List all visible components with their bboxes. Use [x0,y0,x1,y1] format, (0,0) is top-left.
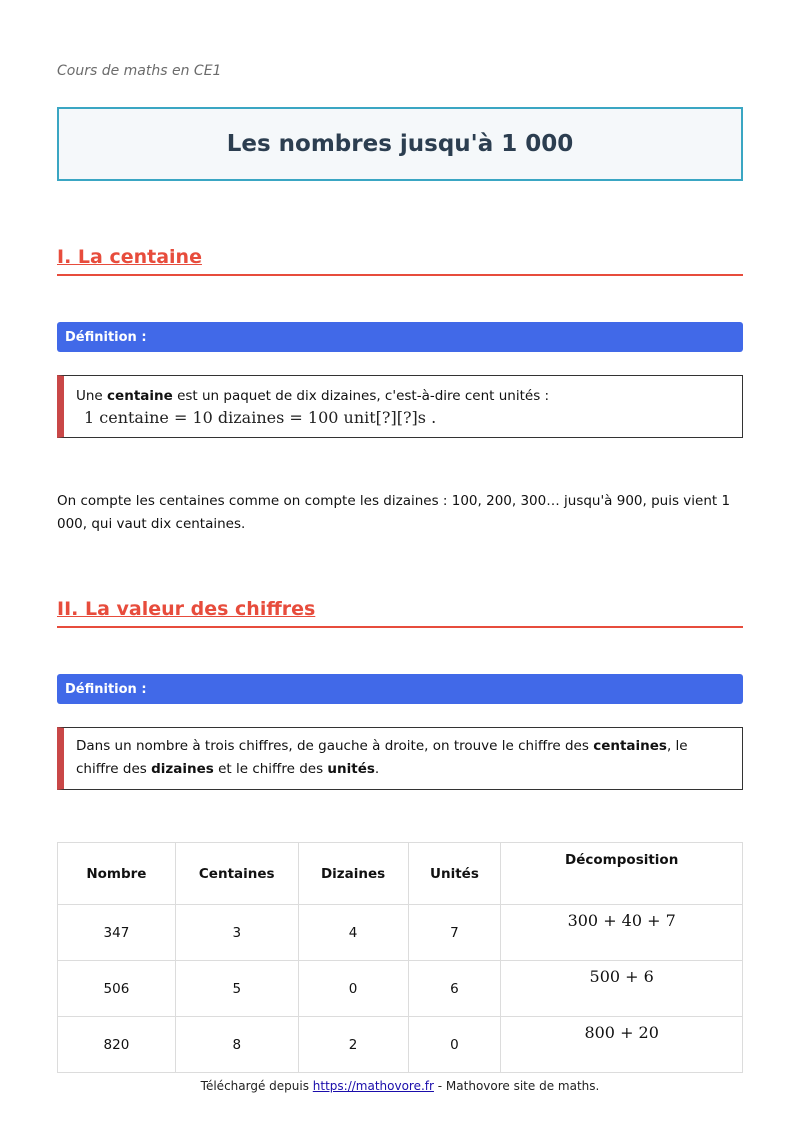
table-cell: 8 [175,1017,298,1073]
table-header: Unités [408,843,501,905]
def-text-part: est un paquet de dix dizaines, c'est-à-dire cent unités : [172,388,550,404]
definition-box-2 [57,727,743,790]
def-text-part: . [374,761,380,777]
definition-label: Définition : [65,329,147,345]
math-formula: 1 centaine = 10 dizaines = 100 unit[?][?]s . [84,408,437,427]
place-value-table [57,842,743,1073]
footer-link[interactable]: https://mathovore.fr [312,1079,434,1093]
def-bold-term: dizaines [151,761,214,777]
def-bold-term: centaine [107,388,173,404]
definition-bar-2 [57,674,743,704]
table-cell: 5 [175,961,298,1017]
table-header: Décomposition [501,843,743,905]
table-cell: 7 [408,905,501,961]
table-header: Nombre [58,843,176,905]
definition-text [76,385,730,408]
table-cell: 3 [175,905,298,961]
def-text-part: Une [76,388,108,404]
def-text-part: , le chiffre des [76,738,688,777]
title-box [57,107,743,181]
table-row [58,961,743,1017]
table-cell-decomposition: 800 + 20 [501,1017,743,1073]
section-heading-centaine: I. La centaine [57,246,743,276]
table-cell-decomposition: 500 + 6 [501,961,743,1017]
table-row [58,905,743,961]
def-bold-term: unités [327,761,375,777]
table-header: Centaines [175,843,298,905]
paragraph-centaines: On compte les centaines comme on compte les dizaines : 100, 200, 300… jusqu'à 900, puis vient 1 000, qui vaut dix centaines. [57,493,731,532]
table-cell: 6 [408,961,501,1017]
definition-label: Définition : [65,681,147,697]
footer [0,1079,800,1093]
def-text-part: Dans un nombre à trois chiffres, de gauche à droite, on trouve le chiffre des [76,738,594,754]
table-header-row [58,843,743,905]
definition-box-1 [57,375,743,438]
course-subtitle: Cours de maths en CE1 [57,63,222,79]
def-bold-term: centaines [593,738,667,754]
table-cell: 820 [58,1017,176,1073]
footer-prefix: Téléchargé depuis [200,1079,313,1093]
section-heading-valeur: II. La valeur des chiffres [57,598,743,628]
table-header: Dizaines [298,843,408,905]
table-cell: 506 [58,961,176,1017]
table-cell: 4 [298,905,408,961]
footer-suffix: - Mathovore site de maths. [433,1079,600,1093]
definition-bar-1 [57,322,743,352]
table-cell: 2 [298,1017,408,1073]
page-title: Les nombres jusqu'à 1 000 [226,131,574,157]
table-cell: 347 [58,905,176,961]
table-row [58,1017,743,1073]
table-cell: 0 [298,961,408,1017]
def-text-part: et le chiffre des [213,761,328,777]
table-cell-decomposition: 300 + 40 + 7 [501,905,743,961]
table-cell: 0 [408,1017,501,1073]
